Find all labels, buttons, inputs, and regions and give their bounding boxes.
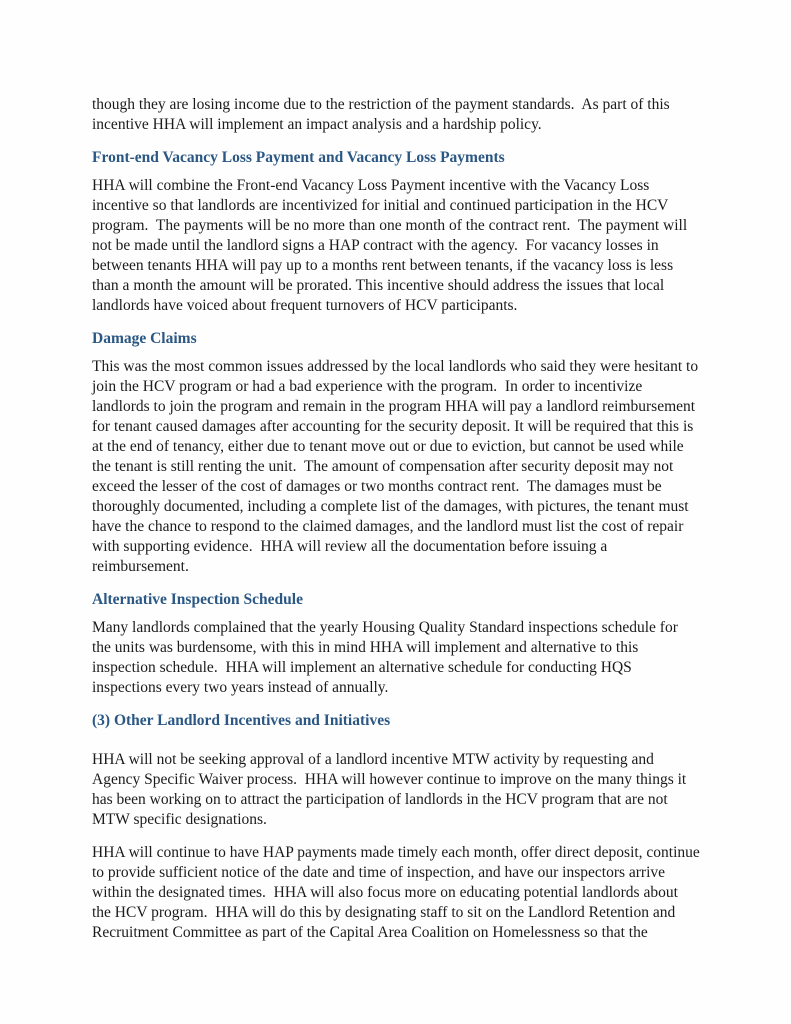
heading-front-end-vacancy-loss: Front-end Vacancy Loss Payment and Vacancy Loss Payments [92, 149, 505, 166]
paragraph-damage-claims-details: This was the most common issues addressed by the local landlords who said they were hesitant to join the HCV program or had a bad experience with the program. In order to incentivize landlords to join the program and remain in the program HHA will pay a landlord reimbursement for tenant caused damages after accounting for the security deposit. It will be required that this is at the end of tenancy, either due to tenant move out or due to eviction, but cannot be used while the tenant is still renting the unit. The amount of compensation after security deposit may not exceed the lesser of the cost of damages or two months contract rent. The damages must be thoroughly documented, including a complete list of the damages, with pictures, the tenant must have the chance to respond to the claimed damages, and the landlord must list the cost of repair with supporting evidence. HHA will review all the documentation before issuing a reimbursement. [92, 358, 702, 575]
paragraph-hap-payments: HHA will continue to have HAP payments made timely each month, offer direct deposit, continue to provide sufficient notice of the date and time of inspection, and have our inspectors arrive within the designated times. HHA will also focus more on educating potential landlords about the HCV program. HHA will do this by designating staff to sit on the Landlord Retention and Recruitment Committee as part of the Capital Area Coalition on Homelessness so that the [92, 844, 704, 941]
heading-damage-claims: Damage Claims [92, 330, 197, 347]
heading-alternative-inspection-schedule: Alternative Inspection Schedule [92, 591, 303, 608]
paragraph-mtw-waiver: HHA will not be seeking approval of a landlord incentive MTW activity by requesting and Agency Specific Waiver process. HHA will however continue to improve on the many things it has been working on to attract the participation of landlords in the HCV program that are not MTW specific designations. [92, 751, 691, 828]
heading-other-landlord-incentives: (3) Other Landlord Incentives and Initiatives [92, 712, 391, 729]
paragraph-inspection-schedule-details: Many landlords complained that the yearly Housing Quality Standard inspections schedule for the units was burdensome, with this in mind HHA will implement and alternative to this inspection schedule. HHA will implement an alternative schedule for conducting HQS inspections every two years instead of annually. [92, 619, 682, 696]
paragraph-vacancy-loss-details: HHA will combine the Front-end Vacancy Loss Payment incentive with the Vacancy Loss incentive so that landlords are incentivized for initial and continued participation in the HCV program. The payments will be no more than one month of the contract rent. The payment will not be made until the landlord signs a HAP contract with the agency. For vacancy losses in between tenants HHA will pay up to a months rent between tenants, if the vacancy loss is less than a month the amount will be prorated. This incentive should address the issues that local landlords have voiced about frequent turnovers of HCV participants. [92, 177, 692, 314]
paragraph-payment-standards: though they are losing income due to the restriction of the payment standards. As part of this incentive HHA will implement an impact analysis and a hardship policy. [92, 96, 674, 133]
